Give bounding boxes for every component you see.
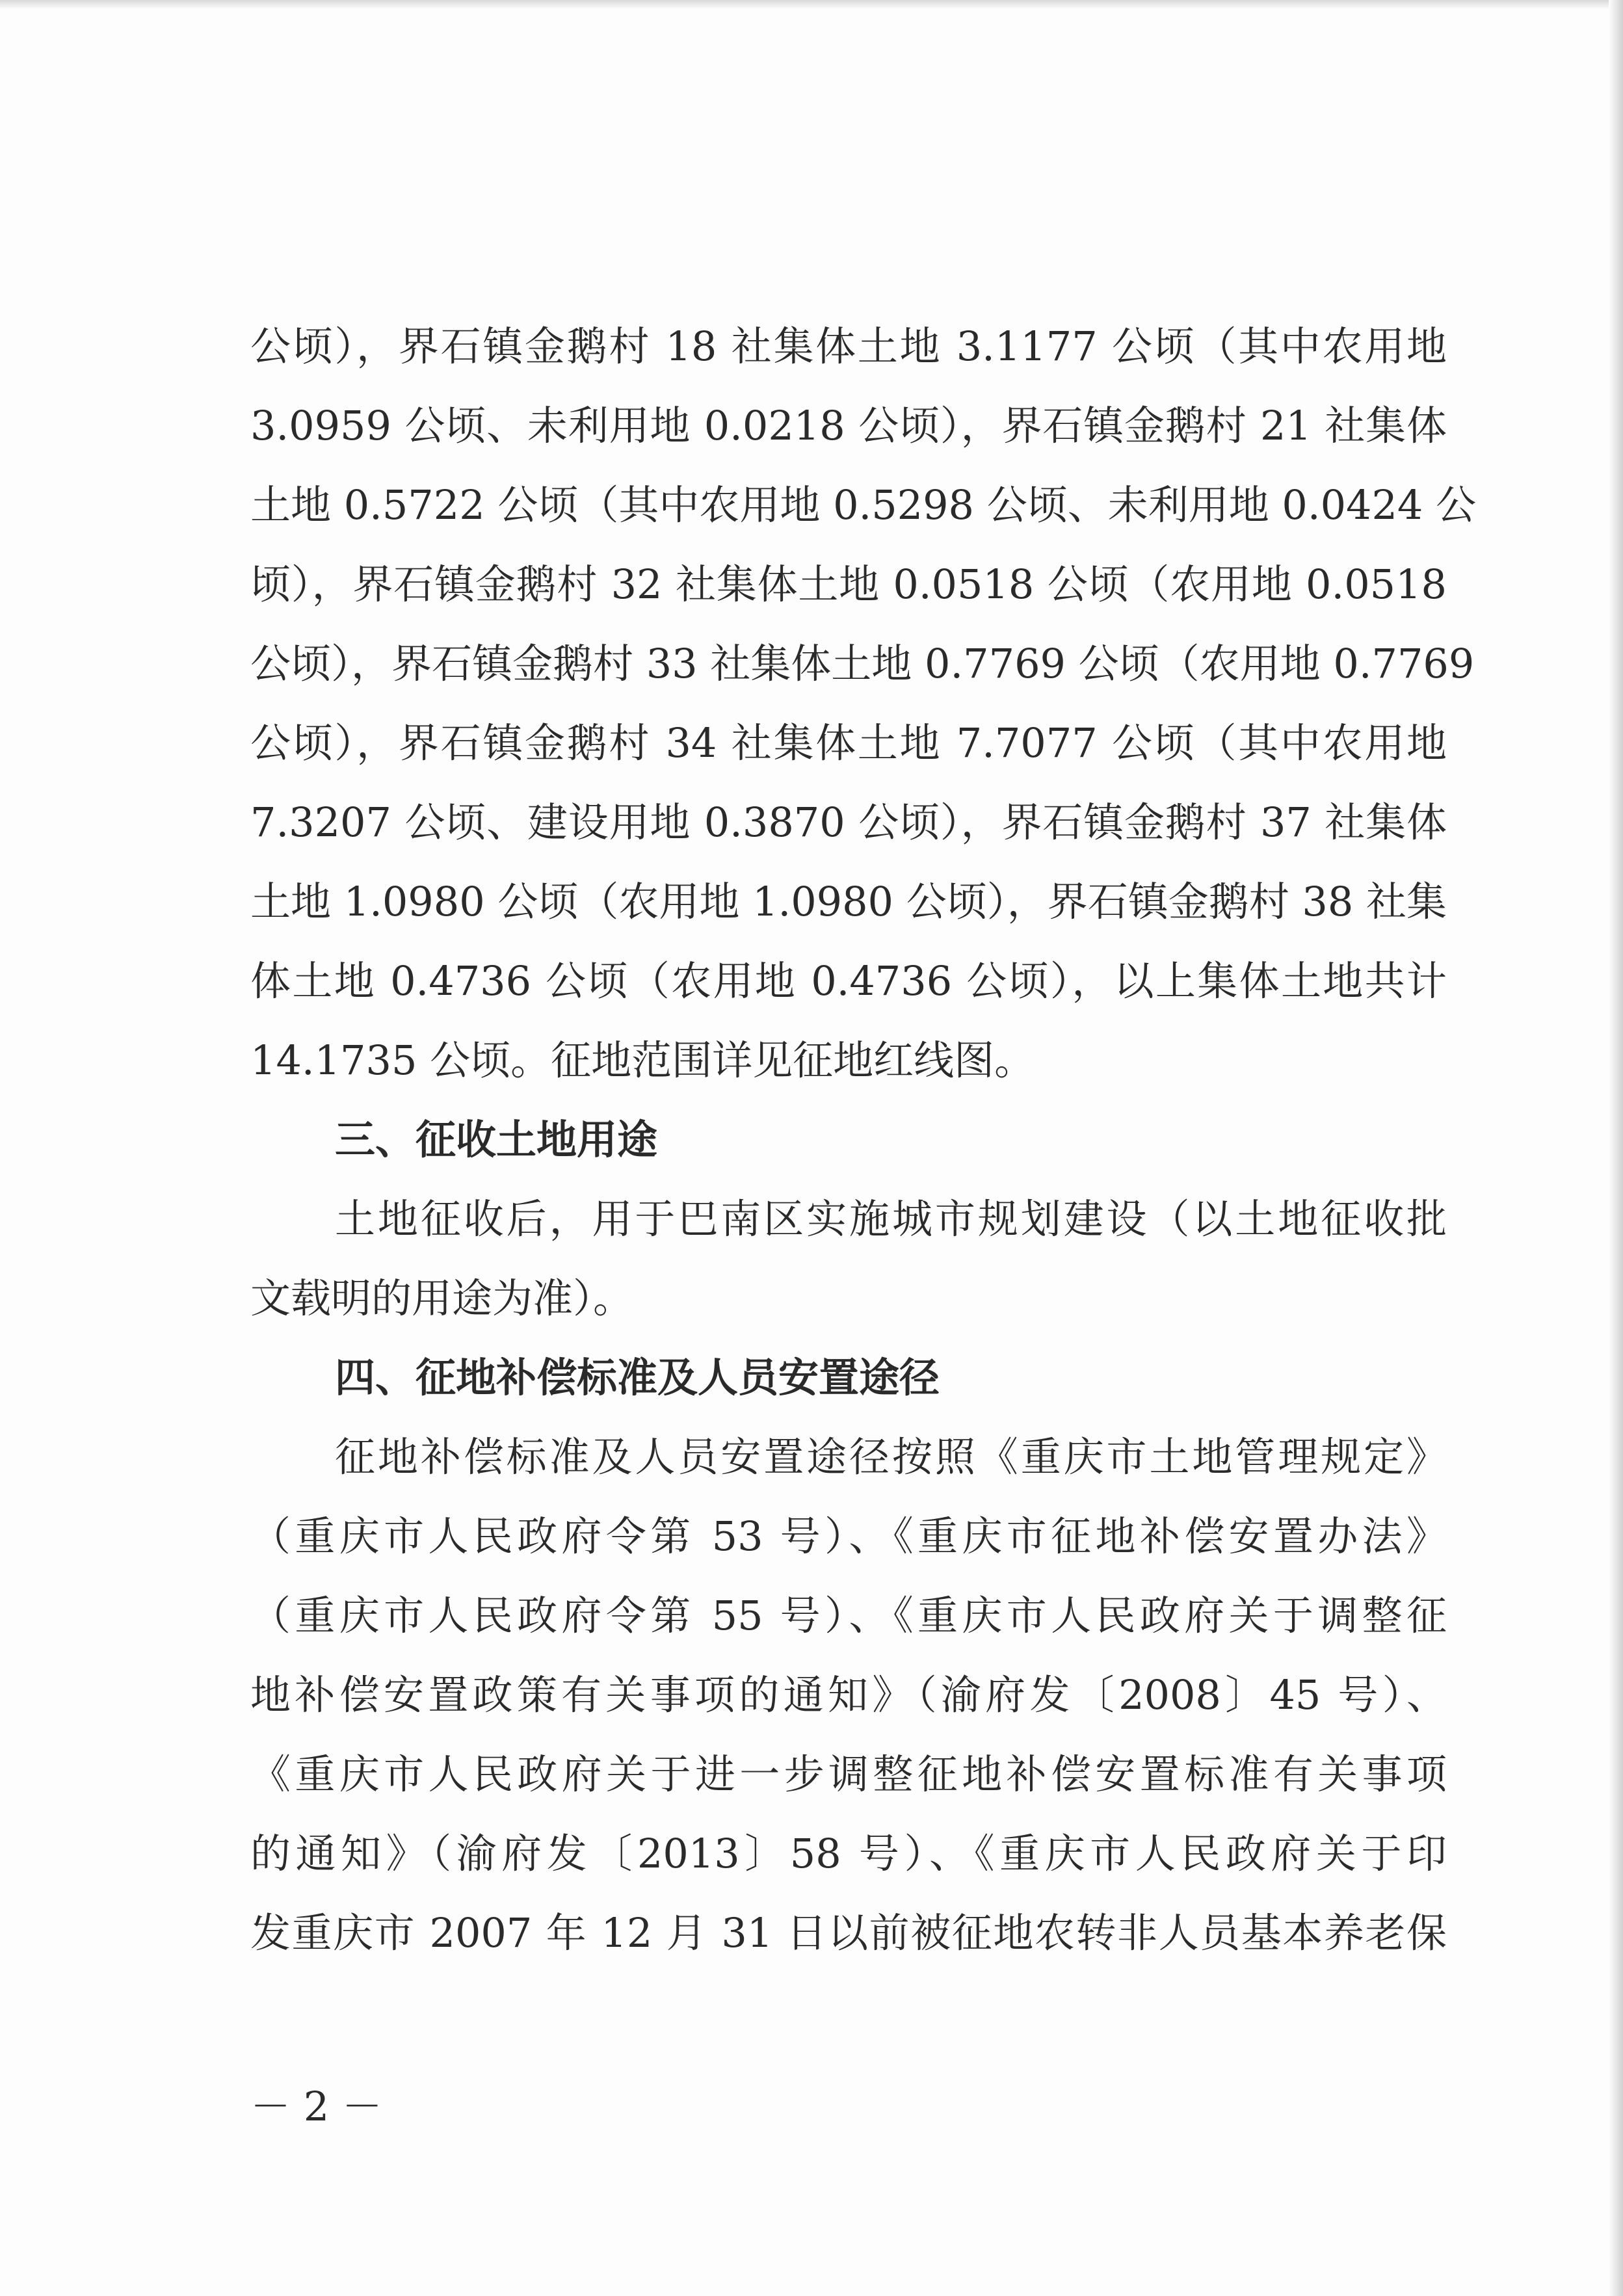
- page-number: － 2 －: [250, 2083, 382, 2130]
- scan-edge: [0, 0, 1623, 9]
- paragraph-line: 土地征收后，用于巴南区实施城市规划建设（以土地征收批: [335, 1195, 1447, 1243]
- paragraph-line: 地补偿安置政策有关事项的通知》（渝府发〔2008〕45 号）、: [250, 1671, 1447, 1719]
- paragraph-line: 顷），界石镇金鹅村 32 社集体土地 0.0518 公顷（农用地 0.0518: [250, 561, 1447, 608]
- paragraph-line: （重庆市人民政府令第 53 号）、《重庆市征地补偿安置办法》: [250, 1512, 1447, 1560]
- paragraph-line: 《重庆市人民政府关于进一步调整征地补偿安置标准有关事项: [250, 1750, 1447, 1798]
- paragraph-line: 公顷），界石镇金鹅村 18 社集体土地 3.1177 公顷（其中农用地: [250, 323, 1447, 370]
- paragraph-line: 14.1735 公顷。征地范围详见征地红线图。: [250, 1036, 1035, 1084]
- paragraph-line: 公顷），界石镇金鹅村 34 社集体土地 7.7077 公顷（其中农用地: [250, 719, 1447, 767]
- scan-edge: [1609, 0, 1623, 2296]
- section-heading: 三、征收土地用途: [335, 1116, 658, 1163]
- paragraph-line: 7.3207 公顷、建设用地 0.3870 公顷），界石镇金鹅村 37 社集体: [250, 798, 1447, 846]
- paragraph-line: 土地 0.5722 公顷（其中农用地 0.5298 公顷、未利用地 0.0424 公: [250, 481, 1477, 529]
- paragraph-line: （重庆市人民政府令第 55 号）、《重庆市人民政府关于调整征: [250, 1592, 1447, 1639]
- paragraph-line: 文载明的用途为准）。: [250, 1274, 634, 1322]
- paragraph-line: 体土地 0.4736 公顷（农用地 0.4736 公顷），以上集体土地共计: [250, 957, 1447, 1005]
- paragraph-line: 3.0959 公顷、未利用地 0.0218 公顷），界石镇金鹅村 21 社集体: [250, 402, 1447, 449]
- paragraph-line: 土地 1.0980 公顷（农用地 1.0980 公顷），界石镇金鹅村 38 社集: [250, 878, 1447, 925]
- paragraph-line: 发重庆市 2007 年 12 月 31 日以前被征地农转非人员基本养老保: [250, 1909, 1447, 1957]
- paragraph-line: 的通知》（渝府发〔2013〕58 号）、《重庆市人民政府关于印: [250, 1830, 1447, 1877]
- paragraph-line: 征地补偿标准及人员安置途径按照《重庆市土地管理规定》: [335, 1433, 1447, 1481]
- section-heading: 四、征地补偿标准及人员安置途径: [335, 1354, 940, 1401]
- paragraph-line: 公顷），界石镇金鹅村 33 社集体土地 0.7769 公顷（农用地 0.7769: [250, 640, 1475, 687]
